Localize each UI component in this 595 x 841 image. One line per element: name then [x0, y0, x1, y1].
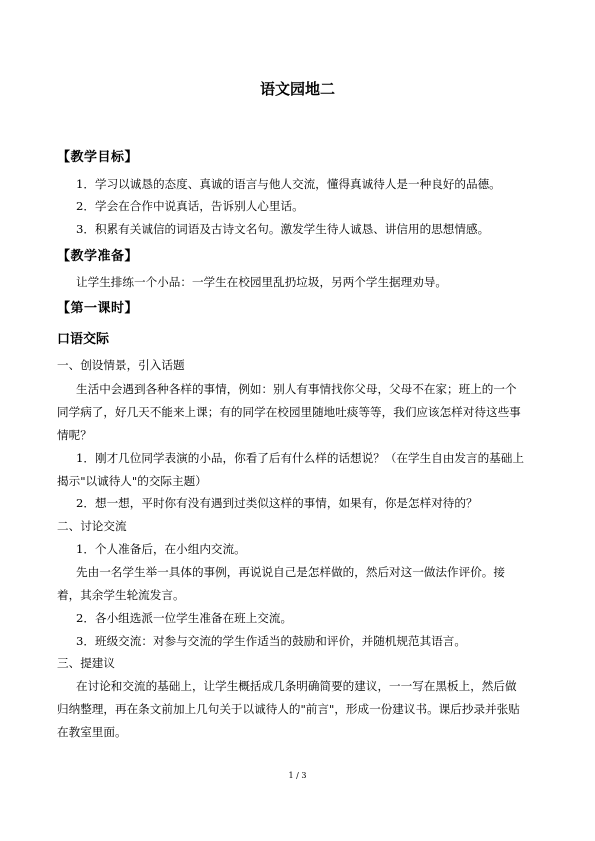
- step2-para2-line1: 先由一名学生举一具体的事例，再说说自己是怎样做的，然后对这一做法作评价。接: [76, 565, 505, 579]
- step3-para1-line3: 在教室里面。: [57, 725, 127, 739]
- step1-heading: 一、创设情景，引入话题: [57, 358, 185, 372]
- step1-para1-line3: 情呢？: [57, 428, 92, 442]
- step2-para2-line2: 着，其余学生轮流发言。: [57, 588, 185, 602]
- section-lesson1-heading: 【第一课时】: [57, 301, 139, 316]
- step1-para2-line1: 1．刚才几位同学表演的小品，你看了后有什么样的话想说？（在学生自由发言的基础上: [76, 451, 524, 465]
- section-goals-heading: 【教学目标】: [57, 150, 139, 165]
- step2-para3: 2．各小组选派一位学生准备在班上交流。: [76, 611, 293, 625]
- step1-para3: 2．想一想，平时你有没有遇到过类似这样的事情，如果有，你是怎样对待的？: [76, 496, 478, 510]
- step1-para2-line2: 揭示"以诚待人"的交际主题）: [57, 474, 207, 488]
- step1-para1-line2: 同学病了，好几天不能来上课；有的同学在校园里随地吐痰等等，我们应该怎样对待这些事: [57, 405, 521, 419]
- page-number: 1 / 3: [288, 771, 307, 780]
- step3-heading: 三、提建议: [57, 656, 115, 670]
- step1-para1-line1: 生活中会遇到各种各样的事情，例如：别人有事情找你父母，父母不在家；班上的一个: [76, 382, 517, 396]
- step3-para1-line1: 在讨论和交流的基础上，让学生概括成几条明确简要的建议，一一写在黑板上，然后做: [76, 679, 517, 693]
- goal-item-2: 2．学会在合作中说真话，告诉别人心里话。: [76, 199, 304, 213]
- step3-para1-line2: 归纳整理，再在条文前加上几句关于以诚待人的"前言"，形成一份建议书。课后抄录并张贴: [57, 702, 520, 716]
- step2-para4: 3．班级交流：对参与交流的学生作适当的鼓励和评价，并随机规范其语言。: [76, 634, 466, 648]
- step2-para1: 1．个人准备后，在小组内交流。: [76, 542, 246, 556]
- goal-item-3: 3．积累有关诚信的词语及古诗文名句。激发学生待人诚恳、讲信用的思想情感。: [76, 222, 490, 236]
- prep-text: 让学生排练一个小品：一学生在校园里乱扔垃圾，另两个学生据理劝导。: [76, 275, 448, 289]
- step2-heading: 二、讨论交流: [57, 519, 127, 533]
- section-prep-heading: 【教学准备】: [57, 249, 139, 264]
- page-title: 语文园地二: [259, 80, 335, 98]
- goal-item-1: 1．学习以诚恳的态度、真诚的语言与他人交流，懂得真诚待人是一种良好的品德。: [76, 177, 501, 191]
- subheading-oral: 口语交际: [57, 332, 110, 347]
